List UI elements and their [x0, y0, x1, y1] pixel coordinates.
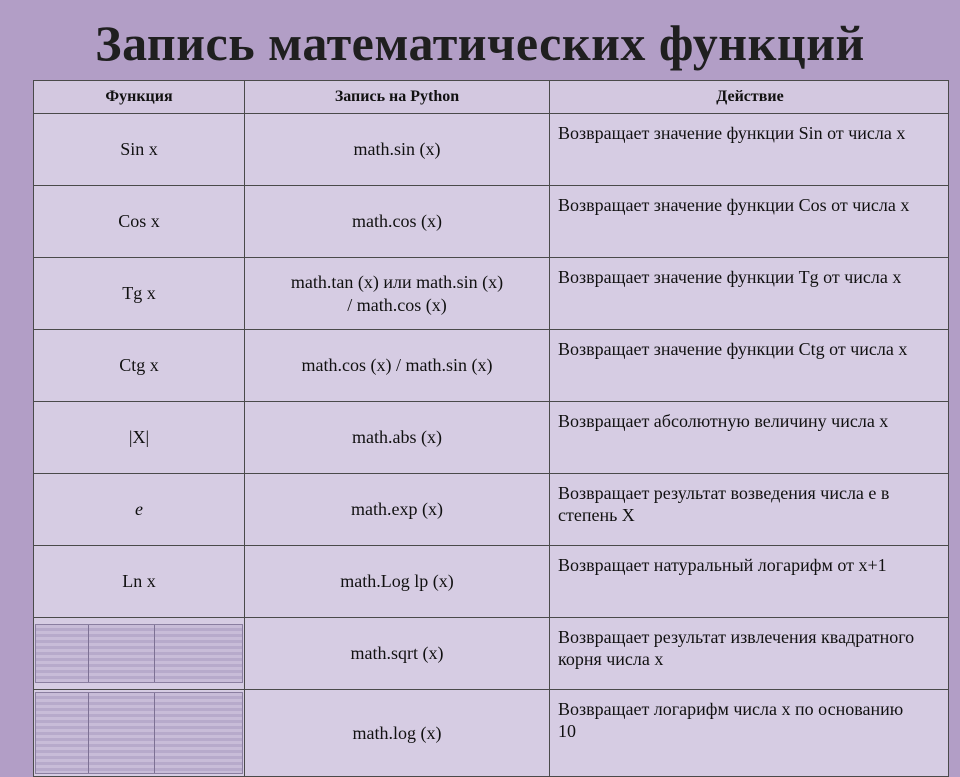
table-row [34, 546, 949, 618]
function-cell: Ctg x [34, 330, 245, 402]
table-header-row [34, 81, 949, 114]
action-cell [550, 690, 949, 777]
function-cell-thumbnail [34, 618, 245, 690]
python-cell: math.exp (x) [245, 474, 550, 546]
action-line: 10 [558, 721, 576, 741]
python-cell: math.log (x) [245, 690, 550, 777]
python-line: / math.cos (x) [347, 294, 447, 315]
function-cell: |X| [34, 402, 245, 474]
header-action: Действие [550, 81, 949, 114]
table-row [34, 402, 949, 474]
python-cell: math.cos (x) / math.sin (x) [245, 330, 550, 402]
python-line: math.tan (x) или math.sin (x) [290, 271, 504, 292]
python-cell: math.cos (x) [245, 186, 550, 258]
table-row [34, 618, 949, 690]
table-thumbnail-image [35, 624, 243, 683]
table-row [34, 114, 949, 186]
page-title: Запись математических функций [95, 15, 865, 71]
python-cell: math.Log lp (x) [245, 546, 550, 618]
function-cell: Sin x [34, 114, 245, 186]
python-cell: math.sqrt (x) [245, 618, 550, 690]
action-cell: Возвращает значение функции Ctg от числа х [550, 330, 949, 402]
function-cell-thumbnail [34, 690, 245, 777]
table-row [34, 330, 949, 402]
python-cell: math.sin (x) [245, 114, 550, 186]
action-cell: Возвращает значение функции Tg от числа х [550, 258, 949, 330]
python-cell: math.abs (x) [245, 402, 550, 474]
action-cell: Возвращает абсолютную величину числа х [550, 402, 949, 474]
table-row [34, 690, 949, 777]
function-cell: Cos x [34, 186, 245, 258]
action-cell: Возвращает результат возведения числа е в степень Х [550, 474, 949, 546]
function-cell: Ln x [34, 546, 245, 618]
action-cell: Возвращает значение функции Sin от числа х [550, 114, 949, 186]
action-cell: Возвращает натуральный логарифм от х+1 [550, 546, 949, 618]
function-cell: Tg x [34, 258, 245, 330]
action-cell: Возвращает значение функции Cos от числа х [550, 186, 949, 258]
math-functions-table [33, 80, 949, 777]
action-line: Возвращает логарифм числа х по основанию [558, 699, 904, 719]
header-python: Запись на Python [245, 81, 550, 114]
table-row [34, 186, 949, 258]
table-thumbnail-image [35, 692, 243, 774]
header-function: Функция [34, 81, 245, 114]
function-cell: e [34, 474, 245, 546]
python-cell [245, 258, 550, 330]
table-row [34, 474, 949, 546]
action-cell: Возвращает результат извлечения квадратного корня числа х [550, 618, 949, 690]
table-row [34, 258, 949, 330]
